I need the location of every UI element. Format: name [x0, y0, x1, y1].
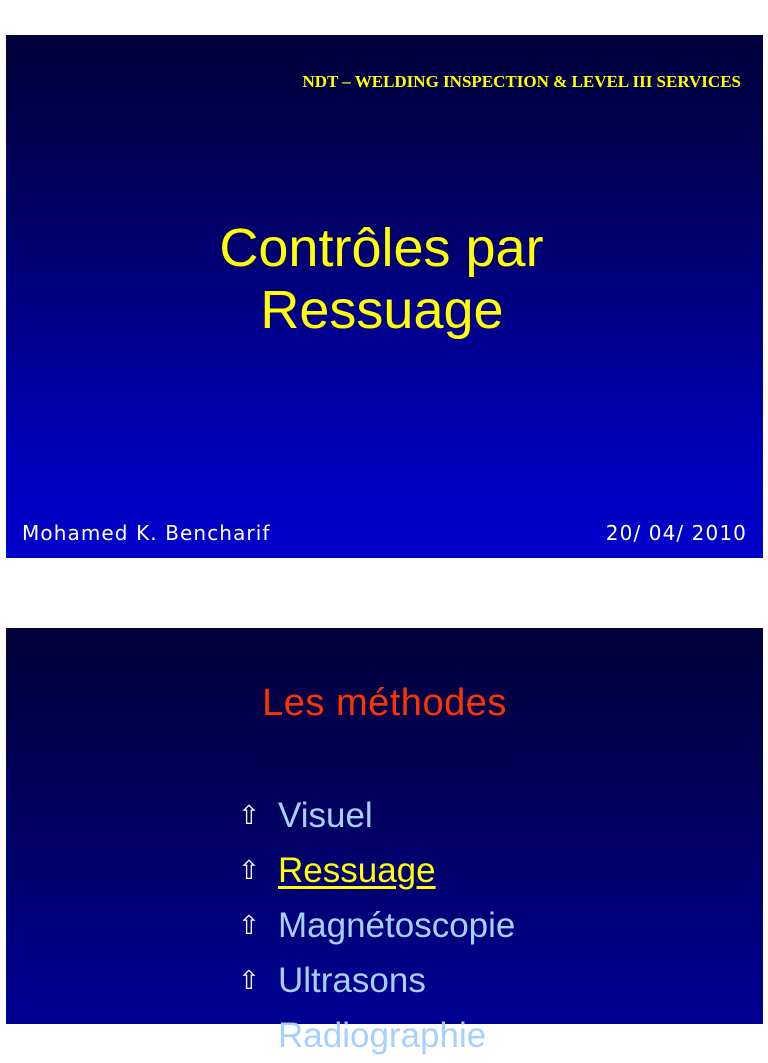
method-label: Visuel [278, 795, 373, 835]
methods-list [238, 788, 515, 1063]
slide-header: NDT – WELDING INSPECTION & LEVEL III SERVICES [302, 72, 741, 91]
methods-heading: Les méthodes [262, 682, 507, 724]
method-label: Magnétoscopie [278, 905, 516, 945]
list-item [238, 1008, 515, 1063]
presentation-date: 20/ 04/ 2010 [605, 521, 747, 545]
author-name: Mohamed K. Bencharif [22, 521, 271, 545]
title-line-2: Ressuage [260, 280, 504, 340]
slide-methods [6, 628, 763, 1055]
list-item [238, 953, 515, 1008]
method-label: Ultrasons [278, 960, 426, 1000]
method-label: Radiographie [278, 1015, 487, 1055]
slide-title [6, 35, 763, 558]
method-label-highlighted: Ressuage [278, 850, 436, 890]
up-arrow-outline-icon: ⇧ [238, 855, 260, 886]
list-item [238, 843, 515, 898]
up-arrow-outline-icon: ⇧ [238, 965, 260, 996]
up-arrow-outline-icon: ⇧ [238, 1020, 260, 1051]
slide-title-text [6, 217, 763, 341]
up-arrow-outline-icon: ⇧ [238, 800, 260, 831]
list-item [238, 788, 515, 843]
title-line-1: Contrôles par [219, 218, 544, 278]
up-arrow-outline-icon: ⇧ [238, 910, 260, 941]
list-item [238, 898, 515, 953]
